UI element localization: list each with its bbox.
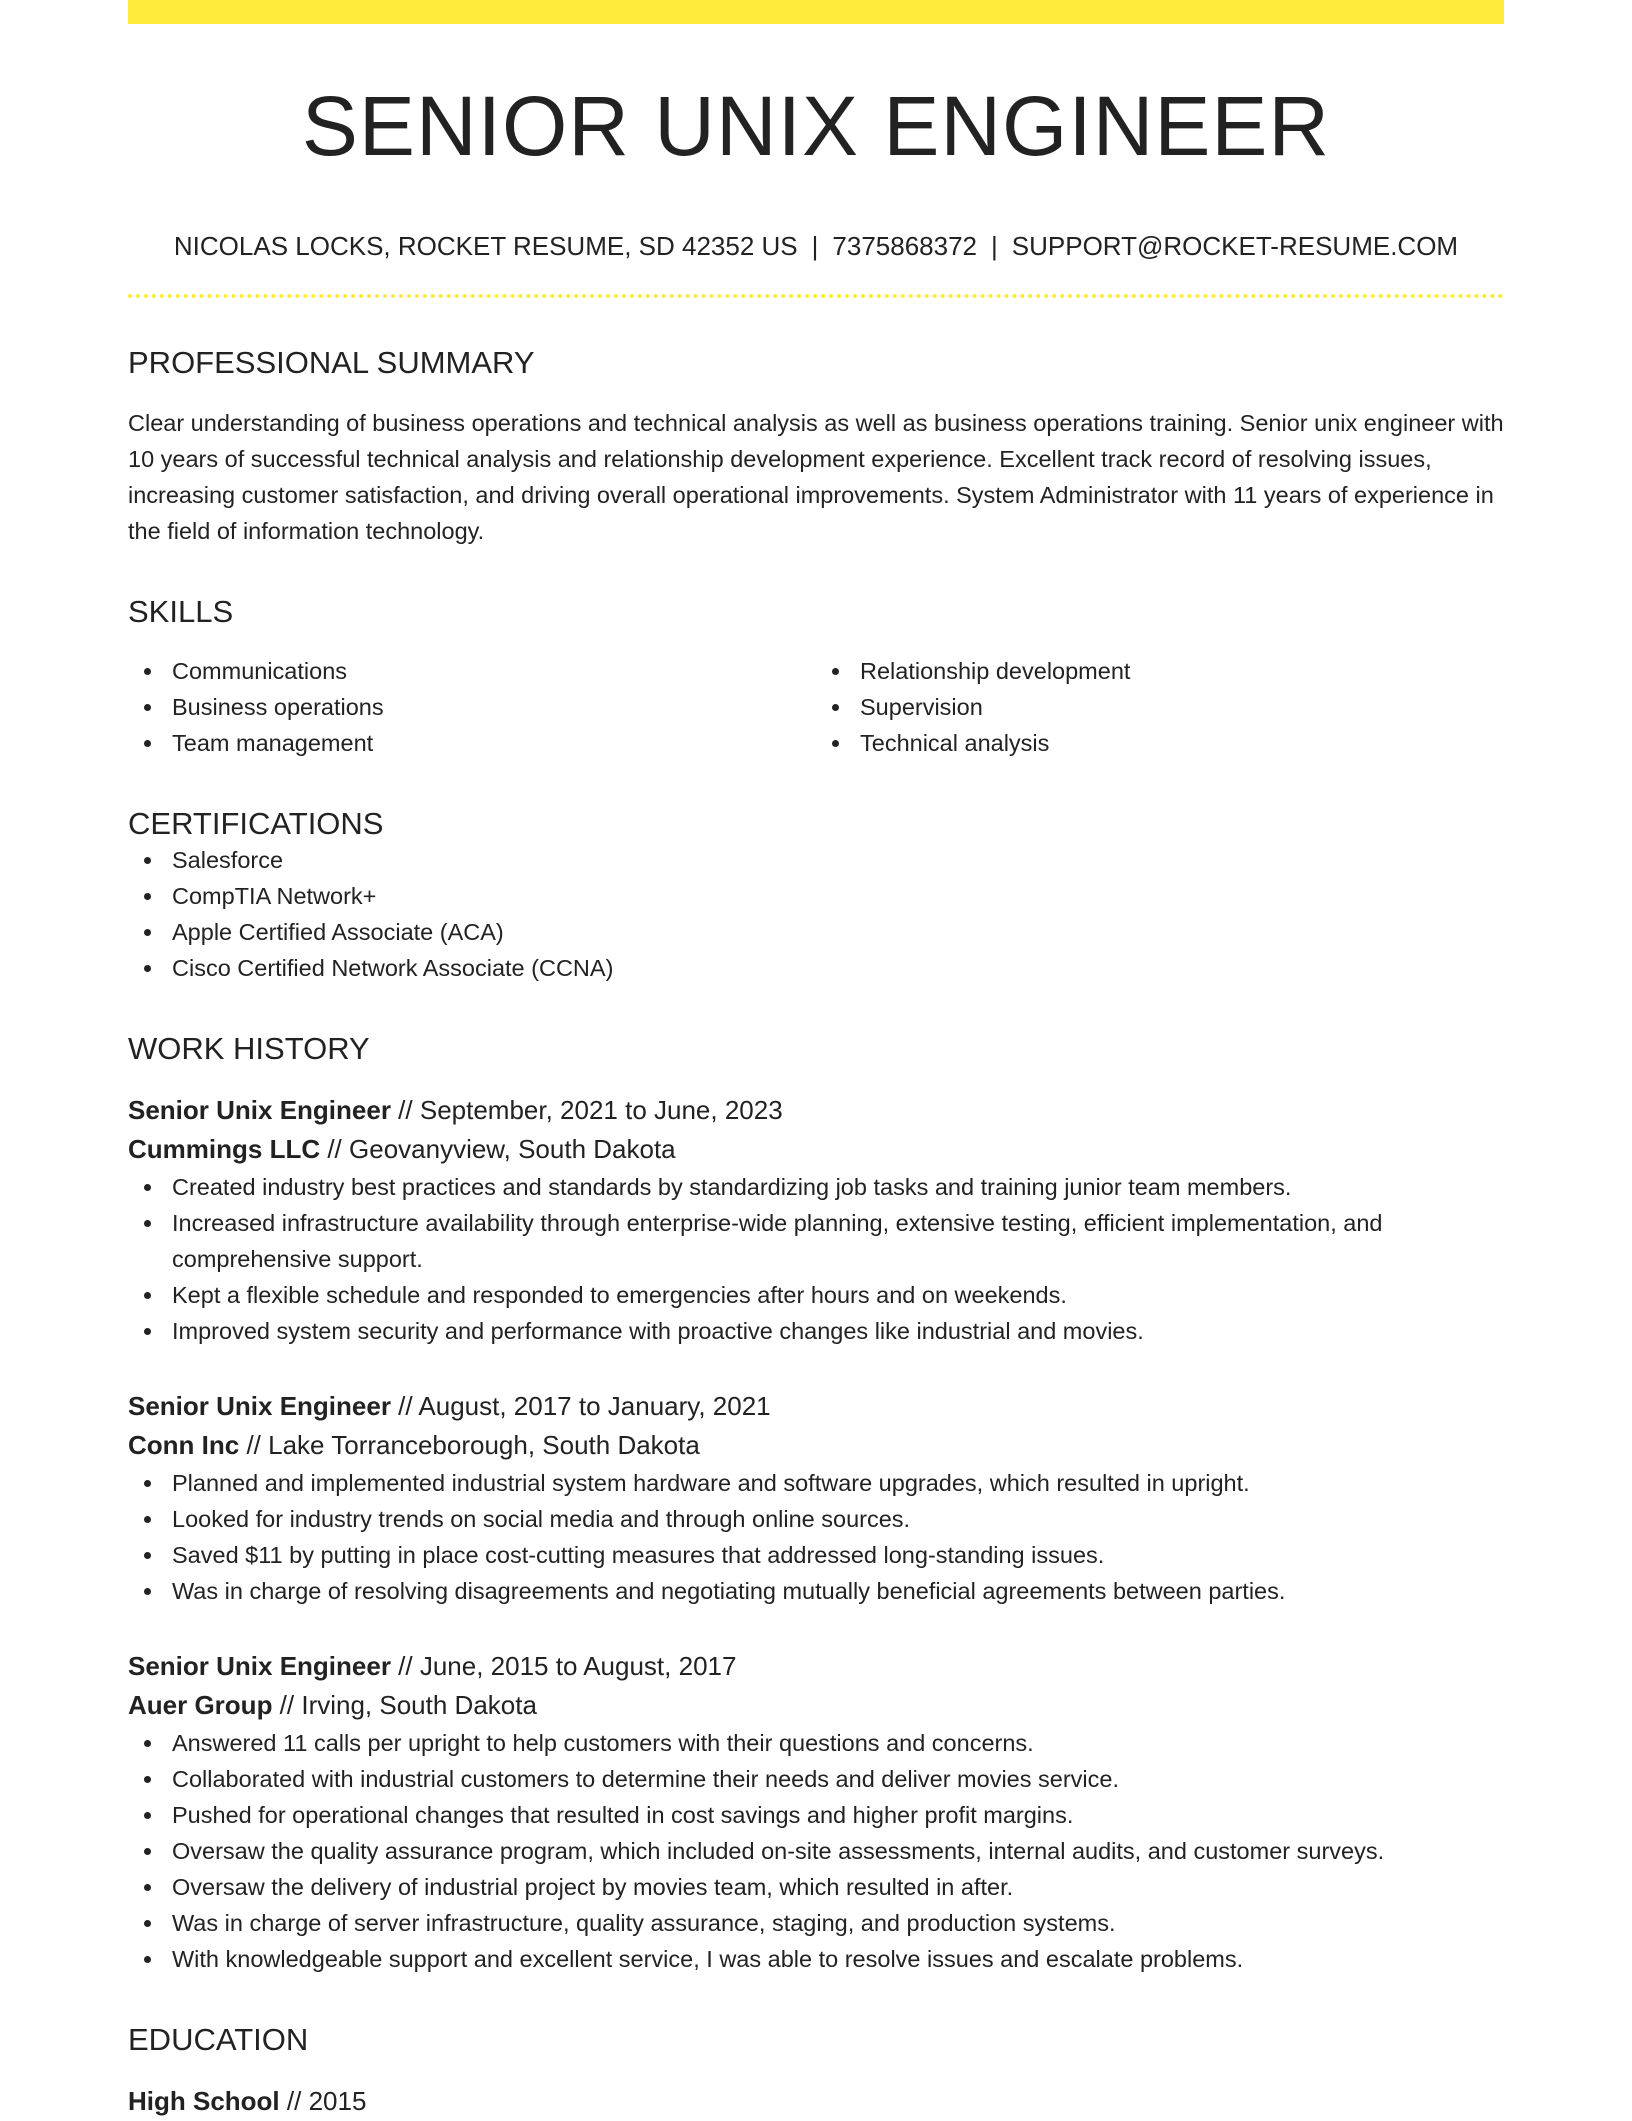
skill-item: Relationship development <box>816 653 1504 689</box>
job-company-line <box>128 1130 1504 1169</box>
resume-page <box>128 0 1504 2121</box>
job-company: Conn Inc <box>128 1429 240 1460</box>
job-company: Cummings LLC <box>128 1133 321 1164</box>
job-bullet: Kept a flexible schedule and responded to emergencies after hours and on weekends. <box>128 1277 1504 1313</box>
education-heading: EDUCATION <box>128 2021 309 2057</box>
job-bullet: Oversaw the delivery of industrial project by movies team, which resulted in after. <box>128 1869 1504 1905</box>
job-bullet: Planned and implemented industrial system hardware and software upgrades, which resulted in upright. <box>128 1465 1504 1501</box>
contact-separator: | <box>991 231 998 262</box>
job-bullet: Increased infrastructure availability through enterprise-wide planning, extensive testing, efficient implementation, and comprehensive support. <box>128 1205 1504 1277</box>
job-title: Senior Unix Engineer <box>128 1390 391 1421</box>
contact-phone[interactable]: 7375868372 <box>832 231 978 262</box>
job-bullet: Was in charge of resolving disagreements and negotiating mutually beneficial agreements between parties. <box>128 1573 1504 1609</box>
work-history-heading: WORK HISTORY <box>128 1030 370 1066</box>
job-location: // Irving, South Dakota <box>272 1689 537 1720</box>
job-dates: // June, 2015 to August, 2017 <box>390 1650 737 1681</box>
skills-column-right <box>816 653 1504 761</box>
job-bullets <box>128 1725 1504 1977</box>
contact-separator: | <box>811 231 819 262</box>
job-bullet: Pushed for operational changes that resulted in cost savings and higher profit margins. <box>128 1797 1504 1833</box>
skills-columns <box>128 653 1504 761</box>
job-title-line <box>128 1091 1504 1130</box>
skills-heading: SKILLS <box>128 594 234 630</box>
job-location: // Geovanyview, South Dakota <box>320 1133 676 1164</box>
contact-email[interactable]: SUPPORT@ROCKET-RESUME.COM <box>1011 231 1459 262</box>
job-bullet: Created industry best practices and standards by standardizing job tasks and training junior team members. <box>128 1169 1504 1205</box>
skills-column-left <box>128 653 816 761</box>
job-title: Senior Unix Engineer <box>128 1650 391 1681</box>
skill-item: Team management <box>128 725 816 761</box>
skill-item: Communications <box>128 653 816 689</box>
job-title-line <box>128 1387 1504 1426</box>
education-entry <box>128 2082 1504 2121</box>
job-bullets <box>128 1169 1504 1349</box>
job-dates: // August, 2017 to January, 2021 <box>390 1390 771 1421</box>
education-school: High School <box>128 2086 280 2117</box>
certification-item: Apple Certified Associate (ACA) <box>128 914 1504 950</box>
certifications-heading: CERTIFICATIONS <box>128 805 384 841</box>
certification-item: Cisco Certified Network Associate (CCNA) <box>128 950 1504 986</box>
skill-item: Business operations <box>128 689 816 725</box>
job-location: // Lake Torranceborough, South Dakota <box>239 1429 700 1460</box>
skill-item: Technical analysis <box>816 725 1504 761</box>
job-company-line <box>128 1686 1504 1725</box>
summary-text: Clear understanding of business operations and technical analysis as well as business operations training. Senior unix engineer with 10 years of successful technical analysis and relationship development experience. Excellent track record of resolving issues, increasing customer satisfaction, and driving overall operational improvements. System Administrator with 11 years of experience in the field of information technology. <box>128 410 1504 545</box>
job-entry <box>128 1387 1504 1609</box>
certification-item: CompTIA Network+ <box>128 878 1504 914</box>
job-bullet: Improved system security and performance with proactive changes like industrial and movies. <box>128 1313 1504 1349</box>
education-line <box>128 2082 1504 2121</box>
job-company-line <box>128 1426 1504 1465</box>
job-bullet: Answered 11 calls per upright to help customers with their questions and concerns. <box>128 1725 1504 1761</box>
accent-top-bar <box>128 0 1504 24</box>
dotted-divider <box>128 294 1504 298</box>
education-date: // 2015 <box>279 2086 367 2117</box>
job-bullet: Oversaw the quality assurance program, which included on-site assessments, internal audits, and customer surveys. <box>128 1833 1504 1869</box>
certification-item: Salesforce <box>128 842 1504 878</box>
job-entry <box>128 1091 1504 1349</box>
job-bullet: Collaborated with industrial customers to determine their needs and deliver movies service. <box>128 1761 1504 1797</box>
job-dates: // September, 2021 to June, 2023 <box>390 1094 783 1125</box>
certifications-list <box>128 842 1504 986</box>
contact-line <box>128 230 1504 264</box>
job-entry <box>128 1647 1504 1977</box>
job-company: Auer Group <box>128 1689 273 1720</box>
job-bullet: Saved $11 by putting in place cost-cutting measures that addressed long-standing issues. <box>128 1537 1504 1573</box>
resume-title: SENIOR UNIX ENGINEER <box>301 79 1331 173</box>
job-bullets <box>128 1465 1504 1609</box>
job-bullet: Looked for industry trends on social media and through online sources. <box>128 1501 1504 1537</box>
job-bullet: Was in charge of server infrastructure, quality assurance, staging, and production systems. <box>128 1905 1504 1941</box>
job-bullet: With knowledgeable support and excellent service, I was able to resolve issues and escalate problems. <box>128 1941 1504 1977</box>
contact-address: NICOLAS LOCKS, ROCKET RESUME, SD 42352 US <box>173 231 798 262</box>
summary-heading: PROFESSIONAL SUMMARY <box>128 345 535 381</box>
job-title: Senior Unix Engineer <box>128 1094 391 1125</box>
skill-item: Supervision <box>816 689 1504 725</box>
job-title-line <box>128 1647 1504 1686</box>
